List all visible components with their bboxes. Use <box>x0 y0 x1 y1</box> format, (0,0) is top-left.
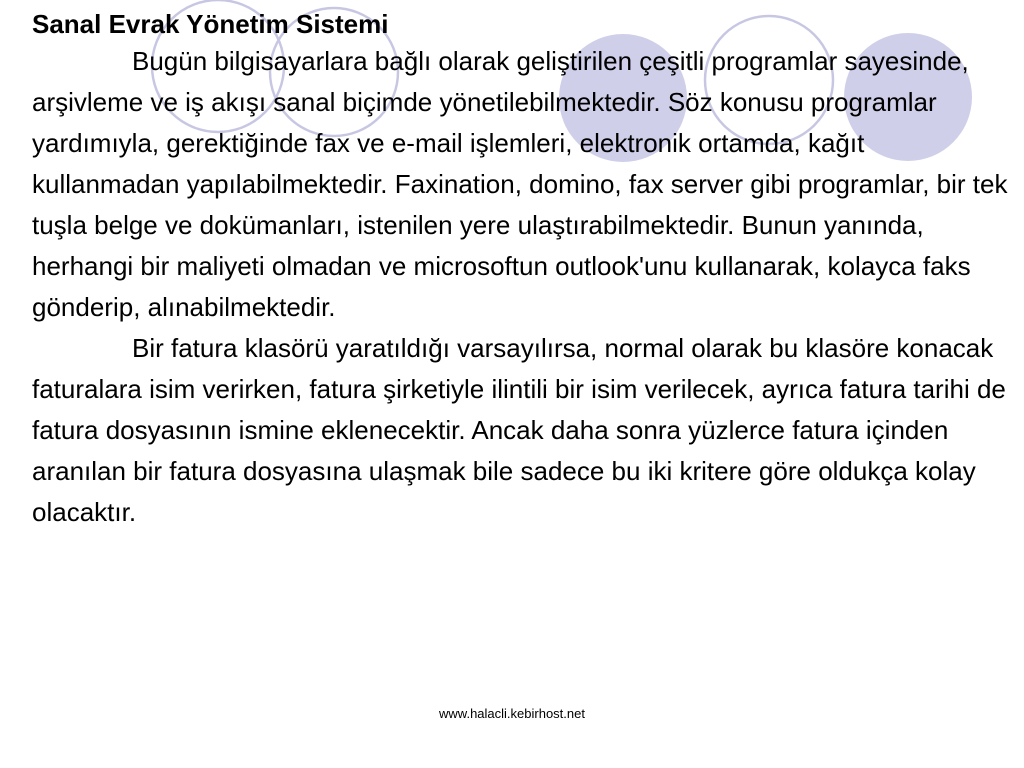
footer-url: www.halacli.kebirhost.net <box>439 706 585 721</box>
body-paragraph: Bir fatura klasörü yaratıldığı varsayılırsa, normal olarak bu klasöre konacak faturalara isim verirken, fatura şirketiyle ilintili bir isim verilecek, ayrıca fatura tarihi de fatura dosyasının ismine eklenecektir. Ancak daha sonra yüzlerce fatura içinden aranılan bir fatura dosyasına ulaşmak bile sadece bu iki kritere göre oldukça kolay olacaktır. <box>32 333 1006 527</box>
slide-title: Sanal Evrak Yönetim Sistemi <box>32 9 389 39</box>
slide-body <box>32 41 1018 533</box>
slide-content <box>32 8 1018 533</box>
body-paragraph: Bugün bilgisayarlara bağlı olarak geliştirilen çeşitli programlar sayesinde, arşivleme ve iş akışı sanal biçimde yönetilebilmektedir. Söz konusu programlar yardımıyla, gerektiğinde fax ve e-mail işlemleri, elektronik ortamda, kağıt kullanmadan yapılabilmektedir. Faxination, domino, fax server gibi programlar, bir tek tuşla belge ve dokümanları, istenilen yere ulaştırabilmektedir. Bunun yanında, herhangi bir maliyeti olmadan ve microsoftun outlook'unu kullanarak, kolayca faks gönderip, alınabilmektedir. <box>32 46 1008 322</box>
